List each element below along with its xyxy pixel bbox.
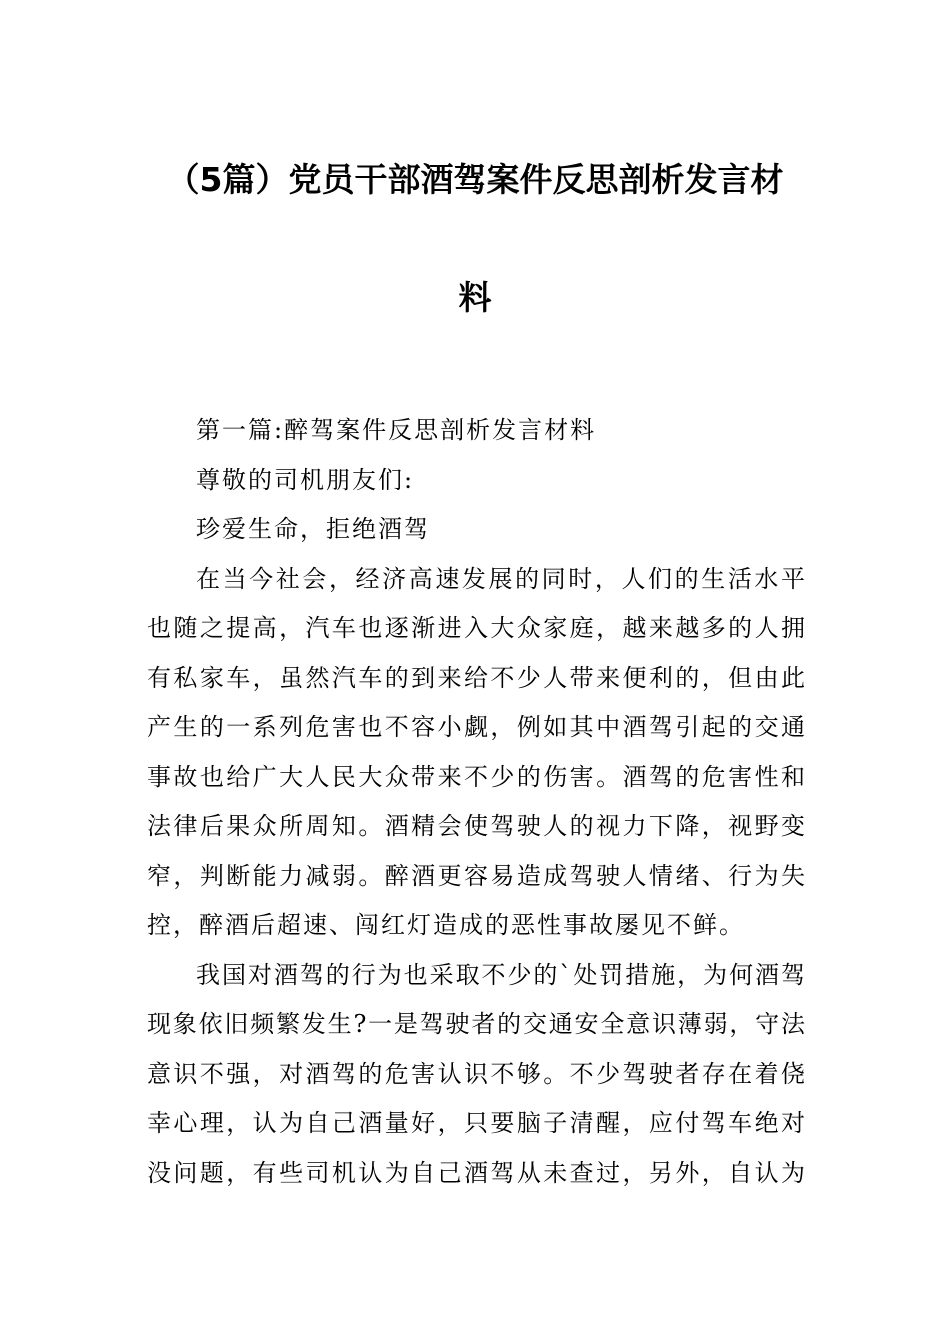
document-title-line-2: 料 [458, 278, 492, 317]
text-line: 控，醉酒后超速、闯红灯造成的恶性事故屡见不鲜。 [147, 911, 745, 939]
document-body [147, 412, 805, 1204]
text-line: 有私家车，虽然汽车的到来给不少人带来便利的，但由此 [147, 663, 805, 692]
text-line: 在当今社会，经济高速发展的同时，人们的生活水平 [196, 564, 805, 593]
text-line: 尊敬的司机朋友们: [196, 465, 415, 494]
text-line: 幸心理，认为自己酒量好，只要脑子清醒，应付驾车绝对 [147, 1109, 805, 1137]
text-line: 窄，判断能力减弱。醉酒更容易造成驾驶人情绪、行为失 [147, 861, 805, 890]
text-line: 珍爱生命，拒绝酒驾 [196, 515, 430, 543]
text-line: 我国对酒驾的行为也采取不少的`处罚措施，为何酒驾 [196, 960, 805, 989]
text-line: 法律后果众所周知。酒精会使驾驶人的视力下降，视野变 [147, 812, 805, 840]
text-line: 第一篇:醉驾案件反思剖析发言材料 [196, 416, 597, 444]
text-line: 意识不强，对酒驾的危害认识不够。不少驾驶者存在着侥 [147, 1059, 805, 1088]
text-line: 产生的一系列危害也不容小觑，例如其中酒驾引起的交通 [147, 713, 805, 741]
text-line: 事故也给广大人民大众带来不少的伤害。酒驾的危害性和 [147, 762, 805, 791]
text-line: 也随之提高，汽车也逐渐进入大众家庭，越来越多的人拥 [147, 614, 805, 642]
text-line: 没问题，有些司机认为自己酒驾从未查过，另外，自认为 [147, 1158, 805, 1187]
text-line: 现象依旧频繁发生?一是驾驶者的交通安全意识薄弱，守法 [147, 1010, 805, 1038]
document-title-line-1: （5篇）党员干部酒驾案件反思剖析发言材 [166, 160, 784, 199]
